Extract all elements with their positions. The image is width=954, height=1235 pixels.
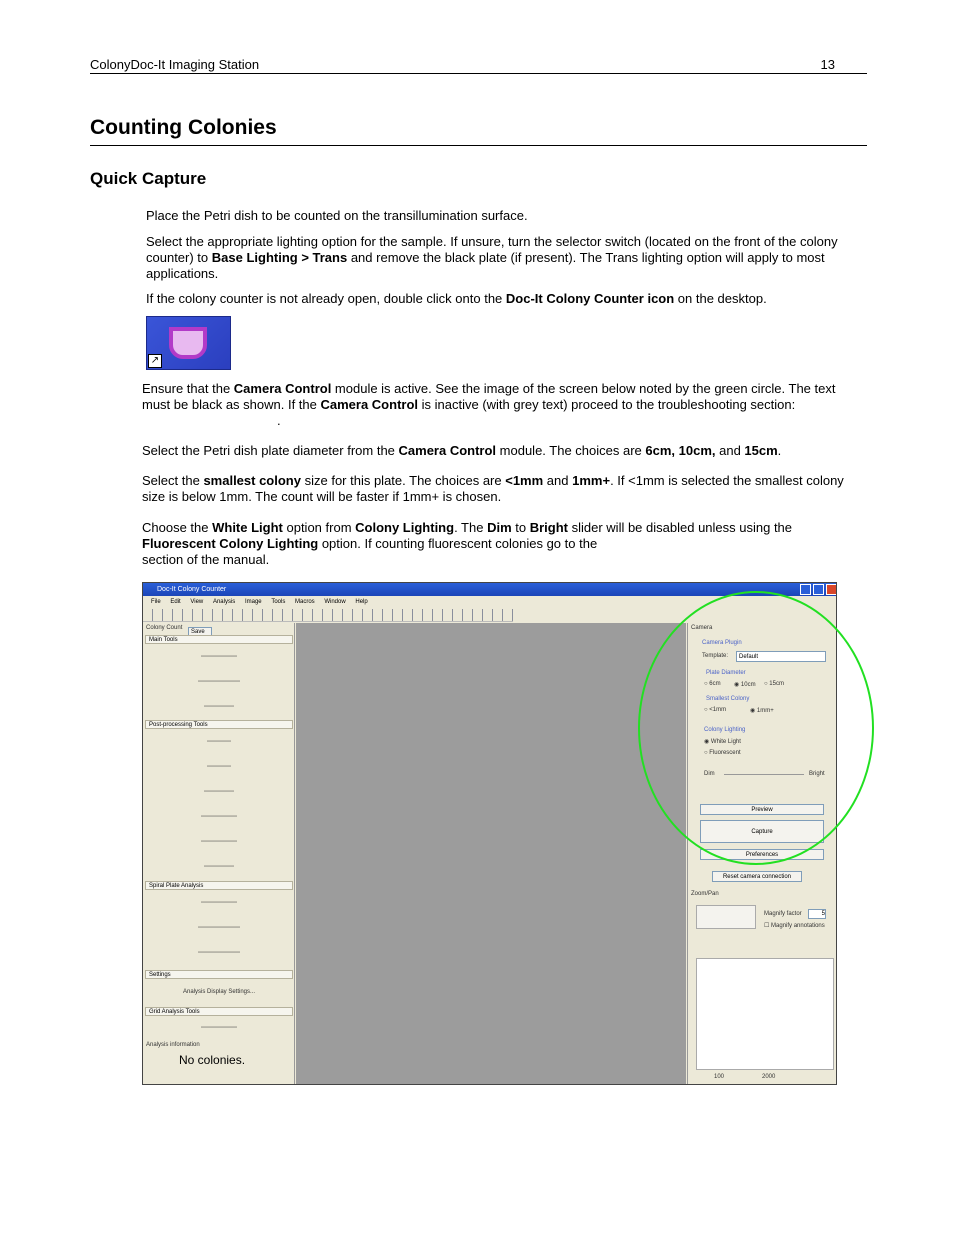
colony-count-tab[interactable]: Colony Count xyxy=(146,625,183,631)
colony-lighting-group: Colony Lighting xyxy=(704,727,746,733)
bold-text: Camera Control xyxy=(398,443,497,458)
menu-item[interactable]: Window xyxy=(324,599,346,605)
text: . If <1mm is selected the smallest colony size is below 1mm. The count will be faster if 1mm+ is chosen. xyxy=(142,473,844,504)
template-label: Template: xyxy=(702,653,729,659)
text: module. The choices are xyxy=(496,443,646,458)
section-rule xyxy=(90,145,867,146)
tool-item: ▬▬▬▬▬▬ xyxy=(201,653,237,659)
reset-camera-button[interactable]: Reset camera connection xyxy=(712,871,802,882)
bold-text: Base Lighting > Trans xyxy=(211,250,348,265)
text: 6cm xyxy=(709,681,721,687)
page-header-title: ColonyDoc-It Imaging Station xyxy=(90,57,260,72)
menu-item[interactable]: Tools xyxy=(271,599,286,605)
bold-text: 1mm+ xyxy=(572,473,611,488)
tool-item: ▬▬▬▬▬▬ xyxy=(201,1024,237,1030)
scale-max-label: 2000 xyxy=(762,1074,776,1080)
dim-label: Dim xyxy=(704,771,715,777)
text: . xyxy=(277,413,281,428)
colony-counter-logo-icon xyxy=(169,327,207,359)
main-tools-section[interactable]: Main Tools xyxy=(145,635,293,644)
radio-white-light[interactable]: ◉ White Light xyxy=(704,739,741,745)
bold-text: Colony Lighting xyxy=(355,520,455,535)
scale-min-label: 100 xyxy=(714,1074,725,1080)
template-select[interactable]: Default xyxy=(736,651,826,662)
capture-button[interactable]: Capture xyxy=(700,820,824,843)
radio-fluorescent[interactable]: ○ Fluorescent xyxy=(704,750,741,756)
paragraph-3 xyxy=(146,291,858,307)
settings-section[interactable]: Settings xyxy=(145,970,293,979)
camera-plugin-group: Camera Plugin xyxy=(702,640,742,646)
colony-counter-desktop-icon xyxy=(146,316,231,370)
text: option from xyxy=(282,520,356,535)
text: 1mm+ xyxy=(756,708,774,714)
maximize-icon[interactable] xyxy=(813,584,824,595)
text: 15cm xyxy=(769,681,784,687)
spiral-plate-section[interactable]: Spiral Plate Analysis xyxy=(145,881,293,890)
save-as-button[interactable]: Save xyxy=(188,627,212,636)
bold-text: smallest colony xyxy=(203,473,301,488)
bold-text: 6cm, 10cm, xyxy=(645,443,716,458)
tool-item: ▬▬▬▬▬▬ xyxy=(201,838,237,844)
text: option. If counting fluorescent colonies go to the xyxy=(318,536,598,551)
tool-item: ▬▬▬▬ xyxy=(207,738,231,744)
tool-item: ▬▬▬▬▬▬ xyxy=(201,899,237,905)
preview-button[interactable]: Preview xyxy=(700,804,824,815)
text: White Light xyxy=(710,739,741,745)
menu-item[interactable]: Analysis xyxy=(212,599,236,605)
text: Choose the xyxy=(142,520,213,535)
app-titlebar: Doc-It Colony Counter xyxy=(143,583,836,596)
menu-item[interactable]: Edit xyxy=(170,599,181,605)
text: Fluorescent xyxy=(709,750,741,756)
grid-analysis-section[interactable]: Grid Analysis Tools xyxy=(145,1007,293,1016)
text: Ensure that the xyxy=(142,381,234,396)
text: . The xyxy=(454,520,488,535)
bold-text: Camera Control xyxy=(320,397,419,412)
plate-diameter-group: Plate Diameter xyxy=(706,670,746,676)
tool-item: ▬▬▬▬▬▬ xyxy=(201,813,237,819)
paragraph-5 xyxy=(142,443,854,459)
radio-6cm[interactable]: ○ 6cm xyxy=(704,681,721,687)
radio-15cm[interactable]: ○ 15cm xyxy=(764,681,784,687)
tool-item: ▬▬▬▬▬▬▬ xyxy=(198,678,240,684)
shortcut-arrow-icon: ↗ xyxy=(148,354,162,368)
text: slider will be disabled unless using the xyxy=(568,520,793,535)
bold-text: Fluorescent Colony Lighting xyxy=(142,536,319,551)
camera-control-highlight-circle xyxy=(638,591,874,865)
tool-item: ▬▬▬▬▬▬▬ xyxy=(198,924,240,930)
paragraph-6 xyxy=(142,473,854,505)
text: section of the manual. xyxy=(142,552,270,567)
tool-item: ▬▬▬▬ xyxy=(207,763,231,769)
smallest-colony-group: Smallest Colony xyxy=(706,696,750,702)
radio-1mm-plus[interactable]: ◉ 1mm+ xyxy=(750,708,774,714)
magnify-factor-label: Magnify factor xyxy=(764,911,802,917)
text: Magnify annotations xyxy=(771,923,825,929)
text: Select the appropriate lighting option for the sample. If unsure, turn the selector switch (located on the front of the colony counter) to xyxy=(146,234,838,265)
paragraph-1 xyxy=(146,208,858,224)
bold-text: Doc-It Colony Counter icon xyxy=(505,291,675,306)
bold-text: Bright xyxy=(529,520,568,535)
menu-item[interactable]: Help xyxy=(355,599,368,605)
post-processing-section[interactable]: Post-processing Tools xyxy=(145,720,293,729)
tool-item: ▬▬▬▬▬ xyxy=(204,703,234,709)
text: to xyxy=(511,520,530,535)
text: on the desktop. xyxy=(674,291,767,306)
magnify-factor-stepper[interactable]: 5 xyxy=(808,909,826,919)
tool-item: ▬▬▬▬▬ xyxy=(204,863,234,869)
menu-item[interactable]: Image xyxy=(244,599,262,605)
menu-item[interactable]: File xyxy=(151,599,161,605)
menu-item[interactable]: View xyxy=(190,599,204,605)
preferences-button[interactable]: Preferences xyxy=(700,849,824,860)
toolbar xyxy=(143,609,513,622)
bold-text: Dim xyxy=(487,520,512,535)
text: module is active. See the image of the screen below noted by the green circle. The text must be black as shown. If the xyxy=(142,381,836,412)
zoom-pan-title: Zoom/Pan xyxy=(691,891,719,897)
text: Place the Petri dish to be counted on the transillumination surface. xyxy=(146,208,528,223)
no-colonies-text: No colonies. xyxy=(179,1053,246,1067)
image-workspace xyxy=(296,623,686,1085)
text: size for this plate. The choices are xyxy=(300,473,506,488)
text: Select the Petri dish plate diameter from the xyxy=(142,443,399,458)
text: <1mm xyxy=(709,707,727,713)
minimize-icon[interactable] xyxy=(800,584,811,595)
paragraph-2 xyxy=(146,234,858,282)
text: Select the xyxy=(142,473,204,488)
analysis-display-settings[interactable]: Analysis Display Settings... xyxy=(182,989,256,995)
menu-item[interactable]: Macros xyxy=(295,599,315,605)
magnify-annotations-checkbox[interactable]: ☐ Magnify annotations xyxy=(764,923,825,929)
text: 10cm xyxy=(740,682,756,688)
text: If the colony counter is not already open, double click onto the xyxy=(146,291,506,306)
text: . xyxy=(777,443,782,458)
tool-item: ▬▬▬▬▬▬▬ xyxy=(198,949,240,955)
analysis-information-label: Analysis information xyxy=(146,1042,200,1048)
bold-text: White Light xyxy=(212,520,283,535)
zoom-preview xyxy=(696,958,834,1070)
paragraph-7 xyxy=(142,520,854,568)
close-icon[interactable] xyxy=(826,584,837,595)
text: and xyxy=(715,443,745,458)
text: is inactive (with grey text) proceed to the troubleshooting section: xyxy=(418,397,796,412)
bright-label: Bright xyxy=(809,771,825,777)
radio-lt1mm[interactable]: ○ <1mm xyxy=(704,707,727,713)
bold-text: 15cm xyxy=(744,443,778,458)
magnifying-glass-icon[interactable] xyxy=(696,905,756,929)
text: and remove the black plate (if present). The Trans lighting option will apply to most applications. xyxy=(146,250,825,281)
page-number: 13 xyxy=(820,57,835,72)
radio-10cm[interactable]: ◉ 10cm xyxy=(734,682,756,688)
text: and xyxy=(543,473,573,488)
camera-panel-title: Camera xyxy=(691,625,713,631)
colony-count-panel xyxy=(143,623,295,1085)
tool-item: ▬▬▬▬▬ xyxy=(204,788,234,794)
header-rule xyxy=(90,73,867,74)
section-heading: Counting Colonies xyxy=(90,116,277,139)
bold-text: Camera Control xyxy=(233,381,332,396)
subsection-heading: Quick Capture xyxy=(90,169,207,188)
bold-text: <1mm xyxy=(505,473,544,488)
paragraph-4 xyxy=(142,381,854,429)
